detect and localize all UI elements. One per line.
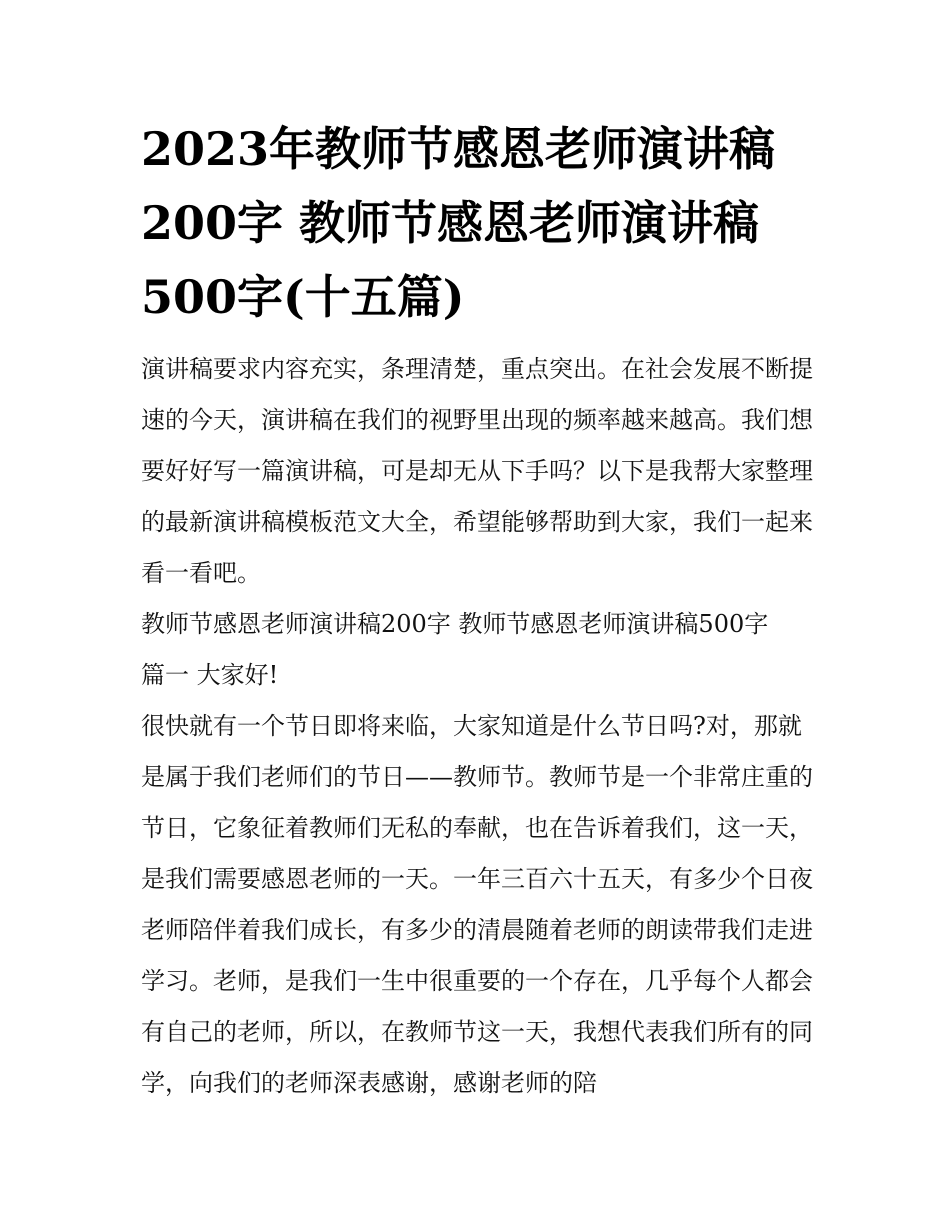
body-paragraph: 很快就有一个节日即将来临，大家知道是什么节日吗?对，那就是属于我们老师们的节日——教师节。教师节是一个非常庄重的节日，它象征着教师们无私的奉献，也在告诉着我们，这一天，是我们需要感恩老师的一天。一年三百六十五天，有多少个日夜老师陪伴着我们成长，有多少的清晨随着老师的朗读带我们走进学习。老师，是我们一生中很重要的一个存在，几乎每个人都会有自己的老师，所以，在教师节这一天，我想代表我们所有的同学，向我们的老师深表感谢，感谢老师的陪 — [141, 712, 813, 1097]
subheading-line: 教师节感恩老师演讲稿200字 教师节感恩老师演讲稿500字 — [141, 610, 769, 638]
document-page — [141, 112, 813, 1109]
intro-paragraph: 演讲稿要求内容充实，条理清楚，重点突出。在社会发展不断提速的今天，演讲稿在我们的视野里出现的频率越来越高。我们想要好好写一篇演讲稿，可是却无从下手吗？以下是我帮大家整理的最新演讲稿模板范文大全，希望能够帮助到大家，我们一起来看一看吧。 — [141, 355, 813, 587]
section-label: 篇一 大家好! — [141, 661, 279, 689]
document-title: 2023年教师节感恩老师演讲稿200字 教师节感恩老师演讲稿500字(十五篇) — [141, 122, 776, 324]
